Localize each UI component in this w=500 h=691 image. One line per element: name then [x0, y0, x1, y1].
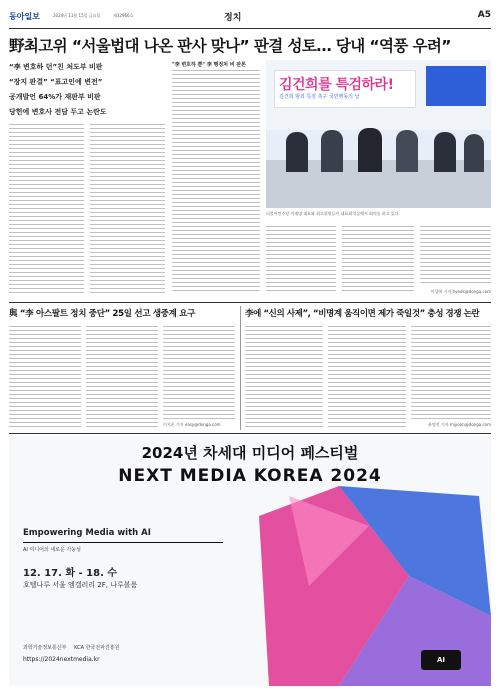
ai-chip-icon: AI	[421, 650, 461, 670]
banner-subtext: 김건희 범죄 특검 촉구 국민행동의 날	[279, 94, 360, 100]
ad-slogan-sub: AI 미디어의 새로운 가능성	[23, 547, 81, 553]
top-story-decks	[9, 60, 169, 120]
masthead	[9, 9, 491, 27]
byline: 윤명진 기자 mjyoon@donga.com	[428, 422, 491, 427]
right-story-headline: 李에 “신의 사제”, “비명계 움직이면 제가 죽일것” 충성 경쟁 논란	[245, 309, 480, 319]
person-figure	[321, 130, 343, 172]
deck-line: 당헌에 변호사 전담 두고 논란도	[9, 108, 107, 116]
sponsor-name: KCA 한국전파진흥원	[74, 645, 120, 651]
body-text-column	[9, 326, 81, 428]
ad-title: 2024년 차세대 미디어 페스티벌	[141, 444, 359, 462]
person-figure	[286, 132, 308, 172]
photo-caption: 더불어민주당 이재명 대표와 최고위원들이 대표회의실에서 회의를 하고 있다.	[266, 211, 400, 216]
banner-board	[274, 70, 416, 108]
ad-url[interactable]: https://2024nextmedia.kr	[23, 656, 100, 663]
body-text-column	[172, 70, 260, 294]
body-text-column	[420, 226, 491, 286]
column-divider	[240, 306, 241, 430]
ad-slogan: Empowering Media with AI	[23, 528, 151, 538]
photo-blue-panel	[426, 66, 486, 106]
body-text-column	[328, 326, 406, 428]
issue-number: 제32966호	[113, 13, 134, 18]
news-photo	[266, 60, 491, 208]
masthead-rule	[9, 28, 491, 29]
person-figure	[434, 132, 456, 172]
newspaper-logo: 동아일보	[9, 12, 40, 21]
person-figure	[396, 130, 418, 172]
body-text-column	[266, 226, 336, 294]
sub-headline: "李 변호하 뿐" 李 행정처 비 판론	[172, 62, 246, 68]
body-text-column	[163, 326, 235, 420]
ad-brand: NEXT MEDIA KOREA 2024	[118, 466, 382, 486]
ad-sponsors	[23, 644, 119, 651]
deck-line: “李 변호하 던”친 처도부 비판	[9, 63, 103, 71]
section-rule	[9, 302, 491, 303]
person-figure	[464, 134, 484, 172]
person-figure	[358, 128, 382, 172]
body-text-column	[245, 326, 323, 428]
issue-date: 2024년 11월 15일 금요일	[53, 13, 101, 18]
byline: 이지운 기자 easy@donga.com	[163, 422, 221, 427]
body-text-column	[411, 326, 491, 420]
ad-venue: 호텔나루 서울 엠갤러리 2F, 나루볼룸	[23, 581, 138, 589]
left-story-headline: 與 “李 아스팔트 정치 중단” 25일 선고 생중계 요구	[9, 309, 196, 319]
section-name: 정치	[224, 13, 242, 23]
page-number: A5	[477, 10, 491, 20]
body-text-column	[86, 326, 158, 428]
section-rule	[9, 433, 491, 434]
sponsor-name: 과학기술정보통신부	[23, 645, 67, 651]
deck-line: “장지 판결” “표고인에 변전”	[9, 78, 103, 86]
body-text-column	[90, 124, 165, 294]
byline: 이상혁 기자 hyeok@donga.com	[430, 289, 491, 294]
top-headline: 野최고위 “서울법대 나온 판사 맞나” 판결 성토… 당내 “역풍 우려”	[9, 37, 451, 55]
ad-dates: 12. 17. 화 - 18. 수	[23, 568, 118, 579]
advertisement	[9, 436, 491, 686]
banner-text: 김건희를 특검하라!	[279, 77, 394, 93]
deck-line: 공개발언 64%가 재판부 비판	[9, 93, 101, 101]
body-text-column	[9, 124, 84, 294]
body-text-column	[342, 226, 414, 294]
ad-slogan-rule	[23, 542, 223, 543]
